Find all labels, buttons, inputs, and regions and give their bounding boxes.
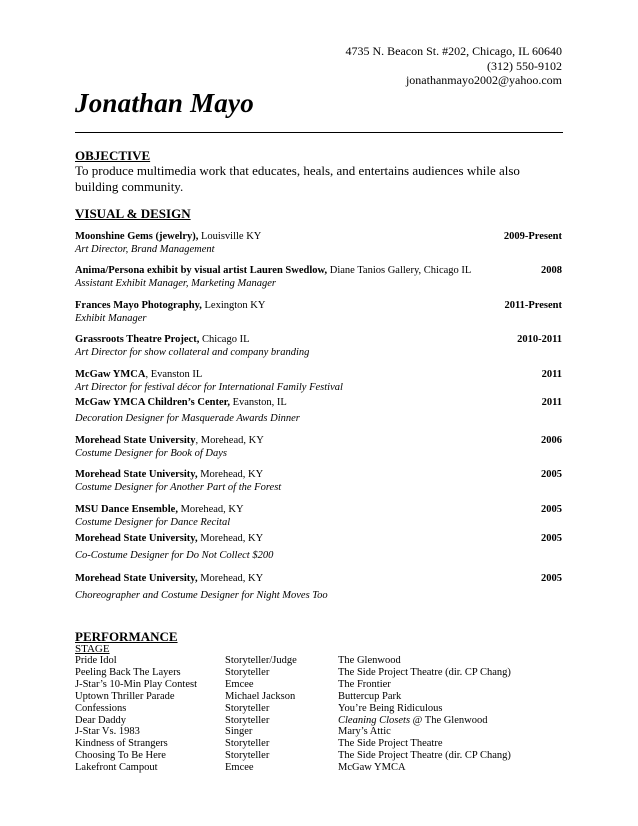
entry-organization: McGaw YMCA Children’s Center, xyxy=(75,397,230,408)
show-role: Storyteller xyxy=(225,702,270,714)
design-entry xyxy=(75,435,562,460)
show-venue xyxy=(338,703,511,715)
entry-location: Lexington KY xyxy=(201,300,266,311)
table-row xyxy=(75,762,511,774)
design-entry xyxy=(75,397,562,425)
show-title: Confessions xyxy=(75,702,127,714)
entry-location: , Morehead, KY xyxy=(195,435,264,446)
show-role: Storyteller xyxy=(225,738,270,750)
show-venue xyxy=(338,691,511,703)
entry-organization: Grassroots Theatre Project, xyxy=(75,334,200,345)
venue: The Side Project Theatre (dir. CP Chang) xyxy=(338,750,511,762)
phone: (312) 550-9102 xyxy=(487,58,562,73)
entry-location: Morehead, KY xyxy=(197,533,264,544)
show-title: Choosing To Be Here xyxy=(75,750,166,762)
entry-role: Co-Costume Designer for Do Not Collect $200 xyxy=(75,549,274,561)
show-role: Storyteller xyxy=(225,666,270,678)
venue: The Side Project Theatre xyxy=(338,738,443,750)
venue: You’re Being Ridiculous xyxy=(338,702,443,714)
entry-role: Exhibit Manager xyxy=(75,312,147,324)
table-row xyxy=(75,655,511,667)
venue: The Glenwood xyxy=(338,655,401,666)
design-entry xyxy=(75,231,562,256)
show-venue xyxy=(338,715,511,727)
show-title: J-Star’s 10-Min Play Contest xyxy=(75,678,198,690)
table-row xyxy=(75,715,511,727)
venue: Buttercup Park xyxy=(338,690,402,702)
address: 4735 N. Beacon St. #202, Chicago, IL 60640 xyxy=(345,44,562,58)
entry-location: Louisville KY xyxy=(198,231,262,242)
entry-role: Art Director for show collateral and company branding xyxy=(75,346,310,358)
design-entry xyxy=(75,573,562,602)
show-role: Michael Jackson xyxy=(225,690,296,702)
entry-organization: Morehead State University, xyxy=(75,469,198,480)
entry-year: 2011 xyxy=(541,397,562,408)
entry-role: Art Director, Brand Management xyxy=(75,243,215,255)
table-row xyxy=(75,667,511,679)
design-entry xyxy=(75,300,562,325)
entry-organization: Anima/Persona exhibit by visual artist Lauren Swedlow, xyxy=(75,265,328,276)
venue: McGaw YMCA xyxy=(338,762,406,774)
show-title: Kindness of Strangers xyxy=(75,738,168,750)
venue-rest: @ The Glenwood xyxy=(410,714,488,726)
show-role: Storyteller/Judge xyxy=(225,655,297,666)
show-venue xyxy=(338,679,511,691)
contact-block xyxy=(345,44,562,88)
entry-location: Diane Tanios Gallery, Chicago IL xyxy=(327,265,472,276)
objective-heading: OBJECTIVE xyxy=(75,148,151,163)
show-role: Storyteller xyxy=(225,714,270,726)
entry-role: Costume Designer for Another Part of the Forest xyxy=(75,481,282,493)
email: jonathanmayo2002@yahoo.com xyxy=(405,73,562,87)
entry-organization: Morehead State University, xyxy=(75,573,198,584)
performance-table xyxy=(75,655,511,774)
performance-heading: PERFORMANCE xyxy=(75,629,178,644)
candidate-name: Jonathan Mayo xyxy=(75,88,254,118)
show-title: Pride Idol xyxy=(75,655,117,666)
show-role: Emcee xyxy=(225,678,254,690)
design-entry xyxy=(75,469,562,494)
entry-location: , Evanston IL xyxy=(145,369,203,380)
entry-role: Assistant Exhibit Manager, Marketing Manager xyxy=(75,277,276,289)
show-title: Lakefront Campout xyxy=(75,762,158,774)
entry-organization: Morehead State University, xyxy=(75,533,198,544)
show-title: J-Star Vs. 1983 xyxy=(75,726,140,738)
header-divider xyxy=(75,132,563,133)
entry-organization: Frances Mayo Photography, xyxy=(75,300,202,311)
show-role: Emcee xyxy=(225,762,254,774)
show-venue xyxy=(338,655,511,667)
show-venue xyxy=(338,738,511,750)
venue: The Frontier xyxy=(338,678,391,690)
table-row xyxy=(75,726,511,738)
entry-year: 2005 xyxy=(541,533,562,544)
entry-role: Art Director for festival décor for International Family Festival xyxy=(75,381,343,393)
entry-year: 2005 xyxy=(541,469,562,480)
entry-role: Costume Designer for Dance Recital xyxy=(75,516,231,528)
table-row xyxy=(75,703,511,715)
entry-year: 2008 xyxy=(541,265,562,276)
entry-year: 2005 xyxy=(541,504,562,515)
show-role: Storyteller xyxy=(225,750,270,762)
entry-year: 2010-2011 xyxy=(517,334,562,345)
design-entry xyxy=(75,533,562,562)
show-venue xyxy=(338,667,511,679)
entry-year: 2011-Present xyxy=(504,300,562,311)
entry-organization: McGaw YMCA xyxy=(75,369,146,380)
show-venue xyxy=(338,762,511,774)
entry-location: Morehead, KY xyxy=(177,504,244,515)
entry-location: Evanston, IL xyxy=(229,397,287,408)
entry-year: 2009-Present xyxy=(503,231,562,242)
table-row xyxy=(75,738,511,750)
stage-subheading: STAGE xyxy=(75,643,110,655)
entry-organization: Moonshine Gems (jewelry), xyxy=(75,231,199,242)
entry-year: 2005 xyxy=(541,573,562,584)
entry-location: Morehead, KY xyxy=(197,573,264,584)
entry-role: Costume Designer for Book of Days xyxy=(75,447,227,459)
visual-design-heading: VISUAL & DESIGN xyxy=(75,206,191,221)
entry-location: Chicago IL xyxy=(199,334,250,345)
entry-location: Morehead, KY xyxy=(197,469,264,480)
venue: The Side Project Theatre (dir. CP Chang) xyxy=(338,666,511,678)
venue: Mary’s Attic xyxy=(338,726,391,738)
design-entry xyxy=(75,265,562,290)
objective-text: To produce multimedia work that educates, heals, and entertains audiences while also building community. xyxy=(75,163,520,194)
table-row xyxy=(75,750,511,762)
entry-organization: MSU Dance Ensemble, xyxy=(75,504,178,515)
show-role: Singer xyxy=(225,726,253,738)
show-title: Peeling Back The Layers xyxy=(75,666,181,678)
entry-year: 2011 xyxy=(541,369,562,380)
show-title: Uptown Thriller Parade xyxy=(75,690,175,702)
design-entry xyxy=(75,369,562,394)
show-venue xyxy=(338,750,511,762)
table-row xyxy=(75,691,511,703)
show-venue xyxy=(338,726,511,738)
entry-role: Choreographer and Costume Designer for Night Moves Too xyxy=(75,589,328,601)
entry-role: Decoration Designer for Masquerade Awards Dinner xyxy=(75,412,300,424)
design-entry xyxy=(75,334,562,359)
entry-organization: Morehead State University xyxy=(75,435,196,446)
venue-italic: Cleaning Closets xyxy=(338,714,411,726)
entry-year: 2006 xyxy=(541,435,562,446)
table-row xyxy=(75,679,511,691)
design-entry xyxy=(75,504,562,529)
show-title: Dear Daddy xyxy=(75,714,127,726)
